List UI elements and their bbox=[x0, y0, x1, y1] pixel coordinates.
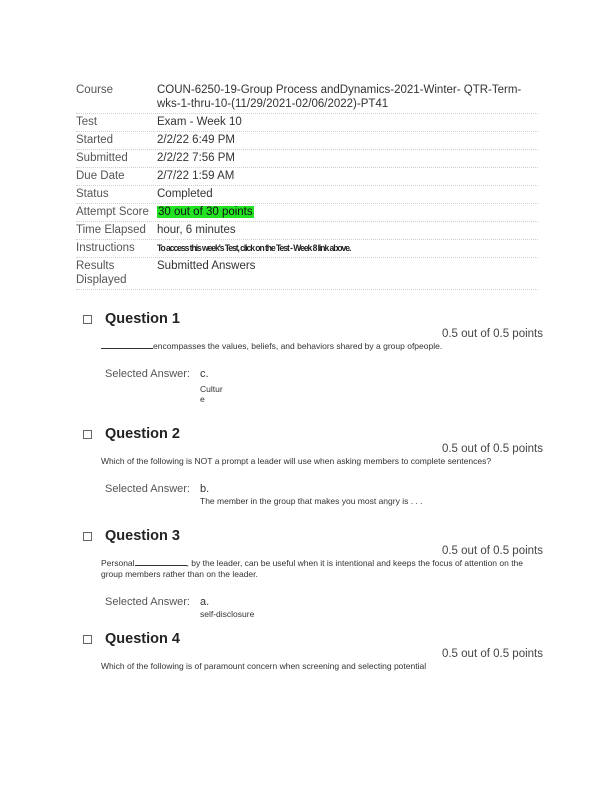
info-label: Started bbox=[76, 134, 114, 146]
instructions-value: To access this week's Test, click on the Test - Week 8 link above. bbox=[157, 243, 351, 253]
question-header bbox=[80, 527, 540, 545]
answer-letter: b. bbox=[200, 483, 210, 495]
collapse-checkbox-icon[interactable] bbox=[83, 532, 92, 541]
fill-in-blank bbox=[135, 565, 187, 566]
instructions-cell bbox=[157, 241, 538, 255]
answer-text: The member in the group that makes you most angry is . . . bbox=[200, 496, 423, 506]
info-row-test bbox=[76, 114, 538, 132]
started-value: 2/2/22 6:49 PM bbox=[157, 134, 235, 146]
question-text: Which of the following is of paramount concern when screening and selecting potential bbox=[101, 661, 427, 671]
due-date-value: 2/7/22 1:59 AM bbox=[157, 170, 235, 182]
info-label: Results Displayed bbox=[76, 260, 127, 286]
info-row-course bbox=[76, 82, 538, 114]
info-row-attempt-score bbox=[76, 204, 538, 222]
info-label: Due Date bbox=[76, 170, 125, 182]
selected-answer-label: Selected Answer: bbox=[105, 596, 190, 608]
answer-block bbox=[200, 596, 540, 619]
selected-answer-label: Selected Answer: bbox=[105, 483, 190, 495]
collapse-checkbox-icon[interactable] bbox=[83, 430, 92, 439]
info-row-started bbox=[76, 132, 538, 150]
question-header bbox=[80, 425, 540, 443]
info-row-due-date bbox=[76, 168, 538, 186]
course-value: COUN-6250-19-Group Process andDynamics-2021-Winter- QTR-Term-wks-1-thru-10-(11/29/2021-02/06/2022)-PT41 bbox=[157, 84, 522, 110]
question-text-after: encompasses the values, beliefs, and behaviors shared by a group ofpeople. bbox=[153, 341, 443, 351]
test-info-table bbox=[76, 82, 538, 290]
info-label: Test bbox=[76, 116, 98, 128]
question-header bbox=[80, 630, 540, 648]
info-row-status bbox=[76, 186, 538, 204]
question-title: Question 1 bbox=[105, 311, 180, 327]
info-label: Status bbox=[76, 188, 109, 200]
answer-letter: a. bbox=[200, 596, 210, 608]
selected-answer-row bbox=[105, 483, 540, 506]
question-title: Question 2 bbox=[105, 426, 180, 442]
fill-in-blank bbox=[101, 348, 153, 349]
question-text-before: Personal bbox=[101, 558, 135, 568]
question-title: Question 4 bbox=[105, 631, 180, 647]
question-text-after: , by the leader, can be useful when it is intentional and keeps the focus of attention on the group members rather than on the leader. bbox=[101, 558, 524, 579]
question-title: Question 3 bbox=[105, 528, 180, 544]
time-elapsed-value: hour, 6 minutes bbox=[157, 224, 236, 236]
info-row-submitted bbox=[76, 150, 538, 168]
info-label: Attempt Score bbox=[76, 206, 149, 218]
info-row-time-elapsed bbox=[76, 222, 538, 240]
selected-answer-label: Selected Answer: bbox=[105, 368, 190, 380]
answer-text: self-disclosure bbox=[200, 609, 255, 619]
info-label: Submitted bbox=[76, 152, 128, 164]
answer-block bbox=[200, 483, 540, 506]
attempt-score-cell bbox=[157, 205, 538, 219]
info-row-instructions bbox=[76, 240, 538, 258]
submitted-value: 2/2/22 7:56 PM bbox=[157, 152, 235, 164]
collapse-checkbox-icon[interactable] bbox=[83, 635, 92, 644]
info-label: Instructions bbox=[76, 242, 135, 254]
attempt-score-value: 30 out of 30 points bbox=[158, 206, 253, 218]
info-row-results-displayed bbox=[76, 258, 538, 290]
question-text bbox=[101, 558, 541, 580]
selected-answer-row bbox=[105, 596, 540, 619]
info-label: Course bbox=[76, 84, 114, 96]
test-value: Exam - Week 10 bbox=[157, 116, 242, 128]
question-points: 0.5 out of 0.5 points bbox=[441, 443, 543, 455]
question-header bbox=[80, 310, 540, 328]
question-text: Which of the following is NOT a prompt a leader will use when asking members to complete sentences? bbox=[101, 456, 492, 466]
question-4 bbox=[80, 630, 543, 672]
status-value: Completed bbox=[157, 188, 213, 200]
collapse-checkbox-icon[interactable] bbox=[83, 315, 92, 324]
question-3 bbox=[80, 527, 543, 619]
question-2 bbox=[80, 425, 543, 506]
question-1 bbox=[80, 310, 543, 404]
results-displayed-value: Submitted Answers bbox=[157, 260, 256, 272]
question-points: 0.5 out of 0.5 points bbox=[441, 328, 543, 340]
info-label: Time Elapsed bbox=[76, 224, 146, 236]
question-text bbox=[101, 341, 541, 352]
answer-text: Culture bbox=[200, 384, 223, 404]
answer-letter: c. bbox=[200, 368, 209, 380]
question-points: 0.5 out of 0.5 points bbox=[441, 545, 543, 557]
answer-block bbox=[200, 368, 540, 404]
selected-answer-row bbox=[105, 368, 540, 404]
question-points: 0.5 out of 0.5 points bbox=[441, 648, 543, 660]
